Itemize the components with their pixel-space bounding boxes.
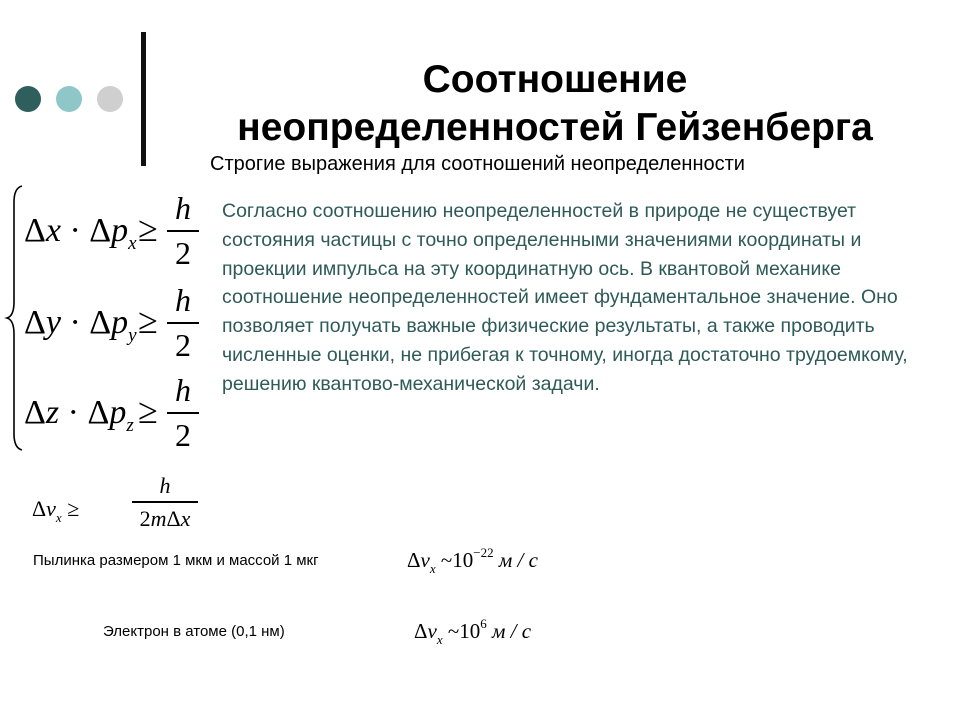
decor-dot-teal [56, 86, 82, 112]
decor-dot-dark [15, 86, 41, 112]
example-electron-estimate: $\Delta v_x$ $\sim 10^6$ м / с [414, 616, 532, 647]
geq-sign: ≥ [138, 301, 158, 341]
geq-sign: ≥ [138, 391, 158, 431]
example-electron-label: Электрон в атоме (0,1 нм) [103, 623, 285, 640]
example-dust-estimate: $\Delta v_x$ $\sim 10^{-22}$ м / с [407, 545, 538, 576]
example-dust-label: Пылинка размером 1 мкм и массой 1 мкг [33, 552, 319, 569]
slide-subtitle: Строгие выражения для соотношений неопределенности [210, 153, 745, 175]
decor-dot-gray [97, 86, 123, 112]
title-divider-bar [141, 32, 146, 166]
explanation-paragraph: Согласно соотношению неопределенностей в природе не существует состояния частицы с точно определенными значениями координаты и проекции импульса на эту координатную ось. В квантовой механике соотношение неопределенностей имеет фундаментальное значение. Оно позволяет получать важные физические результаты, а также проводить численные оценки, не прибегая к точному, иногда достаточно трудоемкому, решению квантово-механической задачи. [222, 200, 908, 395]
fraction-h-over-2: h 2 [165, 188, 201, 272]
slide-title-line1: Соотношение [422, 58, 688, 101]
velocity-uncertainty-relation: $\Delta v_x$ ≥ h 2mΔx [32, 472, 172, 542]
fraction-h-over-2: h 2 [165, 280, 201, 364]
equation-y-lhs: $\Delta y \cdot \Delta p_y$ [24, 304, 137, 346]
equation-system-brace [4, 182, 26, 454]
slide-title-line2: неопределенностей Гейзенберга [237, 106, 873, 149]
equation-x-lhs: $\Delta x \cdot \Delta p_x$ [24, 212, 137, 254]
fraction-h-over-2: h 2 [165, 370, 201, 454]
equation-z-lhs: $\Delta z \cdot \Delta p_z$ [24, 394, 134, 436]
geq-sign: ≥ [138, 209, 158, 249]
